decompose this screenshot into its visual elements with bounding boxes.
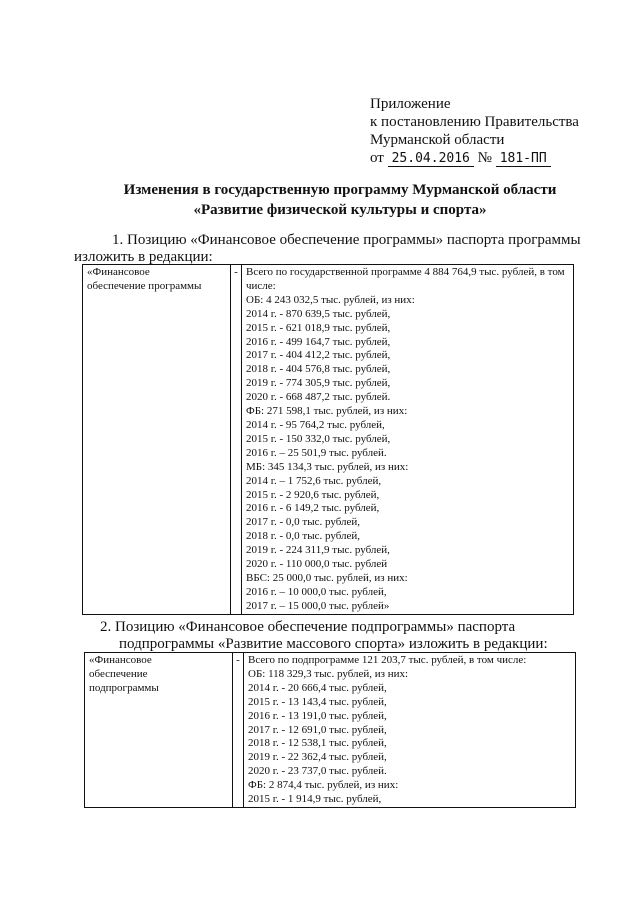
finance-line: 2014 г. - 870 639,5 тыс. рублей, [246, 307, 391, 320]
appendix-block [370, 95, 579, 168]
label-line: обеспечение [89, 667, 148, 680]
finance-line: 2014 г. - 95 764,2 тыс. рублей, [246, 418, 385, 431]
section2-heading-line2: подпрограммы «Развитие массового спорта» изложить в редакции: [119, 636, 548, 652]
finance-line: 2019 г. - 22 362,4 тыс. рублей, [248, 751, 387, 764]
dash-cell: - [233, 653, 244, 808]
finance-line: Всего по государственной программе 4 884 764,9 тыс. рублей, в том числе: [246, 266, 565, 292]
subprogram-finance-label [85, 653, 233, 808]
finance-line: 2017 г. – 15 000,0 тыс. рублей» [246, 599, 390, 612]
program-finance-table [82, 264, 574, 615]
finance-line: 2016 г. – 25 501,9 тыс. рублей. [246, 446, 387, 459]
finance-line: Всего по подпрограмме 121 203,7 тыс. рублей, в том числе: [248, 654, 527, 666]
finance-line: 2017 г. - 0,0 тыс. рублей, [246, 516, 361, 529]
finance-line: ОБ: 4 243 032,5 тыс. рублей, из них: [246, 293, 415, 306]
appendix-region: Мурманской области [370, 132, 505, 148]
finance-line: 2016 г. - 6 149,2 тыс. рублей, [246, 502, 380, 515]
dash-cell: - [231, 265, 242, 615]
document-title-line2: «Развитие физической культуры и спорта» [193, 202, 487, 218]
appendix-date-line [370, 149, 579, 168]
label-line: подпрограммы [89, 681, 159, 694]
program-finance-details [242, 265, 574, 615]
finance-line: ФБ: 2 874,4 тыс. рублей, из них: [248, 779, 399, 792]
finance-line: 2020 г. - 23 737,0 тыс. рублей. [248, 765, 387, 778]
label-line: «Финансовое [87, 266, 150, 278]
subprogram-finance-details [244, 653, 576, 808]
section1-heading-line1: 1. Позицию «Финансовое обеспечение программы» паспорта программы [112, 232, 581, 248]
finance-line: 2016 г. - 13 191,0 тыс. рублей, [248, 709, 387, 722]
finance-line: 2014 г. – 1 752,6 тыс. рублей, [246, 474, 382, 487]
subprogram-finance-table [84, 652, 576, 808]
finance-line: 2015 г. - 150 332,0 тыс. рублей, [246, 432, 391, 445]
table-row [83, 265, 574, 615]
section1-heading-line2: изложить в редакции: [74, 249, 213, 265]
finance-line: 2015 г. - 2 920,6 тыс. рублей, [246, 488, 380, 501]
table-row [85, 653, 576, 808]
resolution-number: 181-ПП [496, 151, 551, 167]
finance-line: 2017 г. - 404 412,2 тыс. рублей, [246, 349, 391, 362]
finance-line: МБ: 345 134,3 тыс. рублей, из них: [246, 460, 409, 473]
finance-line: ОБ: 118 329,3 тыс. рублей, из них: [248, 667, 409, 680]
appendix-resolution: к постановлению Правительства [370, 114, 579, 130]
label-line: «Финансовое [89, 654, 152, 666]
label-line: обеспечение программы [87, 279, 202, 292]
finance-line: 2017 г. - 12 691,0 тыс. рублей, [248, 723, 387, 736]
appendix-title: Приложение [370, 96, 451, 112]
document-title-line1: Изменения в государственную программу Мурманской области [123, 182, 557, 198]
finance-line: 2018 г. - 0,0 тыс. рублей, [246, 530, 361, 543]
finance-line: 2016 г. - 499 164,7 тыс. рублей, [246, 335, 391, 348]
finance-line: 2015 г. - 621 018,9 тыс. рублей, [246, 321, 391, 334]
finance-line: 2019 г. - 774 305,9 тыс. рублей, [246, 377, 391, 390]
finance-line: 2015 г. - 13 143,4 тыс. рублей, [248, 695, 387, 708]
finance-line: ФБ: 271 598,1 тыс. рублей, из них: [246, 405, 408, 418]
finance-line: 2018 г. - 12 538,1 тыс. рублей, [248, 737, 387, 750]
section2-heading-line1: 2. Позицию «Финансовое обеспечение подпрограммы» паспорта [100, 619, 516, 635]
finance-line: 2015 г. - 1 914,9 тыс. рублей, [248, 793, 382, 806]
finance-line: 2020 г. - 110 000,0 тыс. рублей [246, 558, 388, 571]
finance-line: ВБС: 25 000,0 тыс. рублей, из них: [246, 571, 408, 584]
finance-line: 2019 г. - 224 311,9 тыс. рублей, [246, 544, 390, 557]
date-prefix: от [370, 150, 384, 166]
program-finance-label [83, 265, 231, 615]
resolution-date: 25.04.2016 [388, 151, 474, 167]
finance-line: 2018 г. - 404 576,8 тыс. рублей, [246, 363, 391, 376]
number-prefix: № [477, 150, 492, 166]
document-title [80, 180, 600, 220]
finance-line: 2020 г. - 668 487,2 тыс. рублей. [246, 391, 391, 404]
finance-line: 2014 г. - 20 666,4 тыс. рублей, [248, 681, 387, 694]
finance-line: 2016 г. – 10 000,0 тыс. рублей, [246, 585, 387, 598]
